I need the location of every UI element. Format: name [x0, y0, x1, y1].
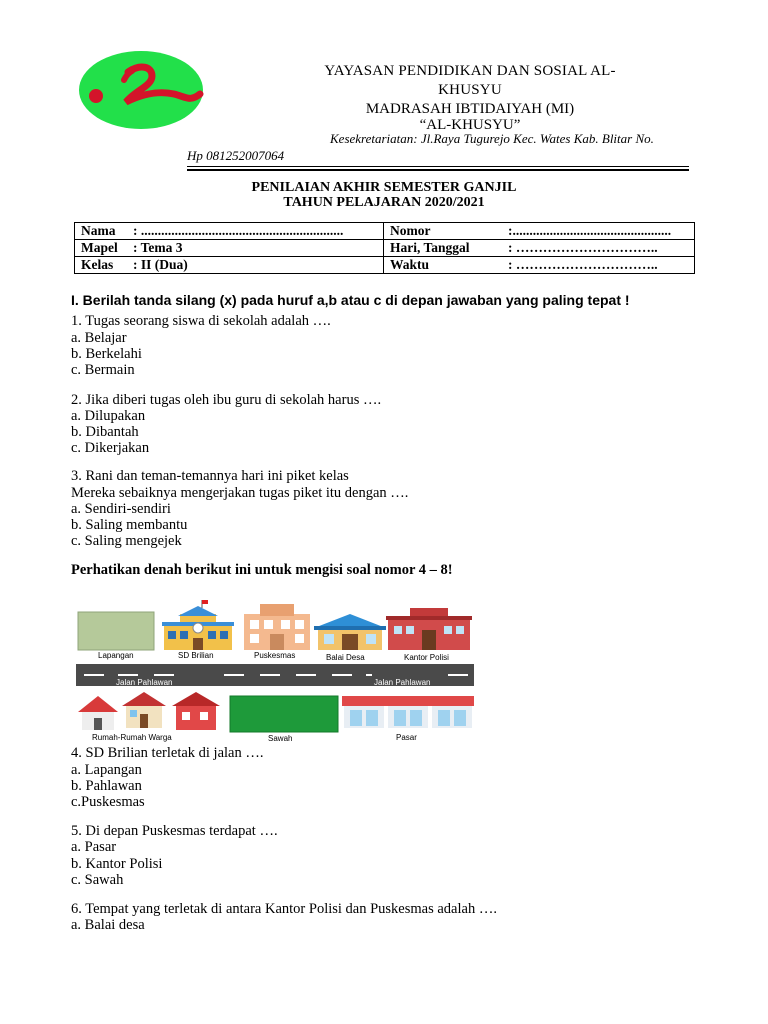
q2-option-a[interactable]: a. Dilupakan [71, 408, 146, 424]
q5-option-b[interactable]: b. Kantor Polisi [71, 856, 163, 872]
question-5: 5. Di depan Puskesmas terdapat …. [71, 823, 278, 839]
q5-option-c[interactable]: c. Sawah [71, 872, 124, 888]
time-field[interactable]: : ………………………….. [508, 257, 658, 272]
number-cell [384, 223, 695, 240]
phone-number: Hp 081252007064 [187, 148, 285, 163]
house-icon [78, 696, 118, 730]
question-6: 6. Tempat yang terletak di antara Kantor Polisi dan Puskesmas adalah …. [71, 901, 497, 917]
madrasah-name: MADRASAH IBTIDAIYAH (MI) [365, 101, 575, 117]
label-kantor-polisi: Kantor Polisi [404, 653, 449, 662]
q4-option-b[interactable]: b. Pahlawan [71, 778, 142, 794]
table-row [75, 257, 695, 274]
date-cell [384, 240, 695, 257]
name-label: Nama [81, 223, 116, 238]
q4-option-a[interactable]: a. Lapangan [71, 762, 142, 778]
q3-option-b[interactable]: b. Saling membantu [71, 517, 188, 533]
number-field[interactable]: :............................................... [508, 223, 672, 238]
school-logo-icon [78, 50, 204, 130]
foundation-name [300, 62, 640, 100]
foundation-line-2: KHUSYU [438, 82, 502, 98]
header-divider-thick [187, 169, 689, 171]
subject-value: : Tema 3 [133, 240, 183, 255]
table-row [75, 223, 695, 240]
question-3-cont: Mereka sebaiknya mengerjakan tugas piket itu dengan …. [71, 485, 409, 501]
village-map [74, 598, 478, 746]
label-pasar: Pasar [396, 733, 417, 742]
number-label: Nomor [390, 223, 431, 238]
time-cell [384, 257, 695, 274]
police-station-icon [386, 608, 472, 650]
foundation-line-1: YAYASAN PENDIDIKAN DAN SOSIAL AL- [324, 63, 616, 79]
time-label: Waktu [390, 257, 430, 272]
exam-year: TAHUN PELAJARAN 2020/2021 [283, 195, 485, 210]
subject-cell [75, 240, 384, 257]
field-lapangan [78, 612, 154, 650]
header-divider [187, 166, 689, 167]
student-info-table [74, 222, 695, 274]
label-sawah: Sawah [268, 734, 293, 743]
subject-label: Mapel [81, 240, 118, 255]
q3-option-a[interactable]: a. Sendiri-sendiri [71, 501, 171, 517]
label-puskesmas: Puskesmas [254, 651, 296, 660]
school-building-icon [162, 600, 234, 650]
address: Kesekretariatan: Jl.Raya Tugurejo Kec. Wates Kab. Blitar No. [330, 131, 654, 146]
q5-option-a[interactable]: a. Pasar [71, 839, 117, 855]
q2-option-c[interactable]: c. Dikerjakan [71, 440, 150, 456]
q4-option-c[interactable]: c.Puskesmas [71, 794, 145, 810]
section-1-instruction: I. Berilah tanda silang (x) pada huruf a,b atau c di depan jawaban yang paling tepat ! [71, 292, 630, 308]
question-2: 2. Jika diberi tugas oleh ibu guru di sekolah harus …. [71, 392, 382, 408]
q1-option-b[interactable]: b. Berkelahi [71, 346, 142, 362]
q1-option-c[interactable]: c. Bermain [71, 362, 135, 378]
question-3: 3. Rani dan teman-temannya hari ini piket kelas [71, 468, 349, 484]
q1-option-a[interactable]: a. Belajar [71, 330, 127, 346]
label-sd-brilian: SD Brilian [178, 651, 214, 660]
rice-field-sawah [230, 696, 338, 732]
class-label: Kelas [81, 257, 114, 272]
market-stall-icon [386, 696, 430, 728]
date-label: Hari, Tanggal [390, 240, 470, 255]
clinic-building-icon [244, 604, 310, 650]
date-field[interactable]: : ………………………….. [508, 240, 658, 255]
label-road-left: Jalan Pahlawan [116, 678, 173, 687]
q3-option-c[interactable]: c. Saling mengejek [71, 533, 182, 549]
class-value: : II (Dua) [133, 257, 188, 272]
village-hall-icon [314, 614, 386, 650]
class-cell [75, 257, 384, 274]
label-rumah-warga: Rumah-Rumah Warga [92, 733, 172, 742]
name-field[interactable]: : ............................................................ [133, 223, 344, 238]
label-balai-desa: Balai Desa [326, 653, 365, 662]
exam-title: PENILAIAN AKHIR SEMESTER GANJIL [251, 180, 517, 195]
q6-option-a[interactable]: a. Balai desa [71, 917, 145, 933]
school-name: “AL-KHUSYU” [419, 117, 521, 133]
name-cell [75, 223, 384, 240]
question-4: 4. SD Brilian terletak di jalan …. [71, 745, 264, 761]
market-stall-icon [342, 696, 386, 728]
label-lapangan: Lapangan [98, 651, 134, 660]
q2-option-b[interactable]: b. Dibantah [71, 424, 139, 440]
house-icon [172, 692, 220, 730]
house-icon [122, 692, 166, 728]
table-row [75, 240, 695, 257]
label-road-right: Jalan Pahlawan [374, 678, 431, 687]
map-instruction: Perhatikan denah berikut ini untuk mengisi soal nomor 4 – 8! [71, 562, 453, 578]
market-stall-icon [430, 696, 474, 728]
question-1: 1. Tugas seorang siswa di sekolah adalah …. [71, 313, 331, 329]
